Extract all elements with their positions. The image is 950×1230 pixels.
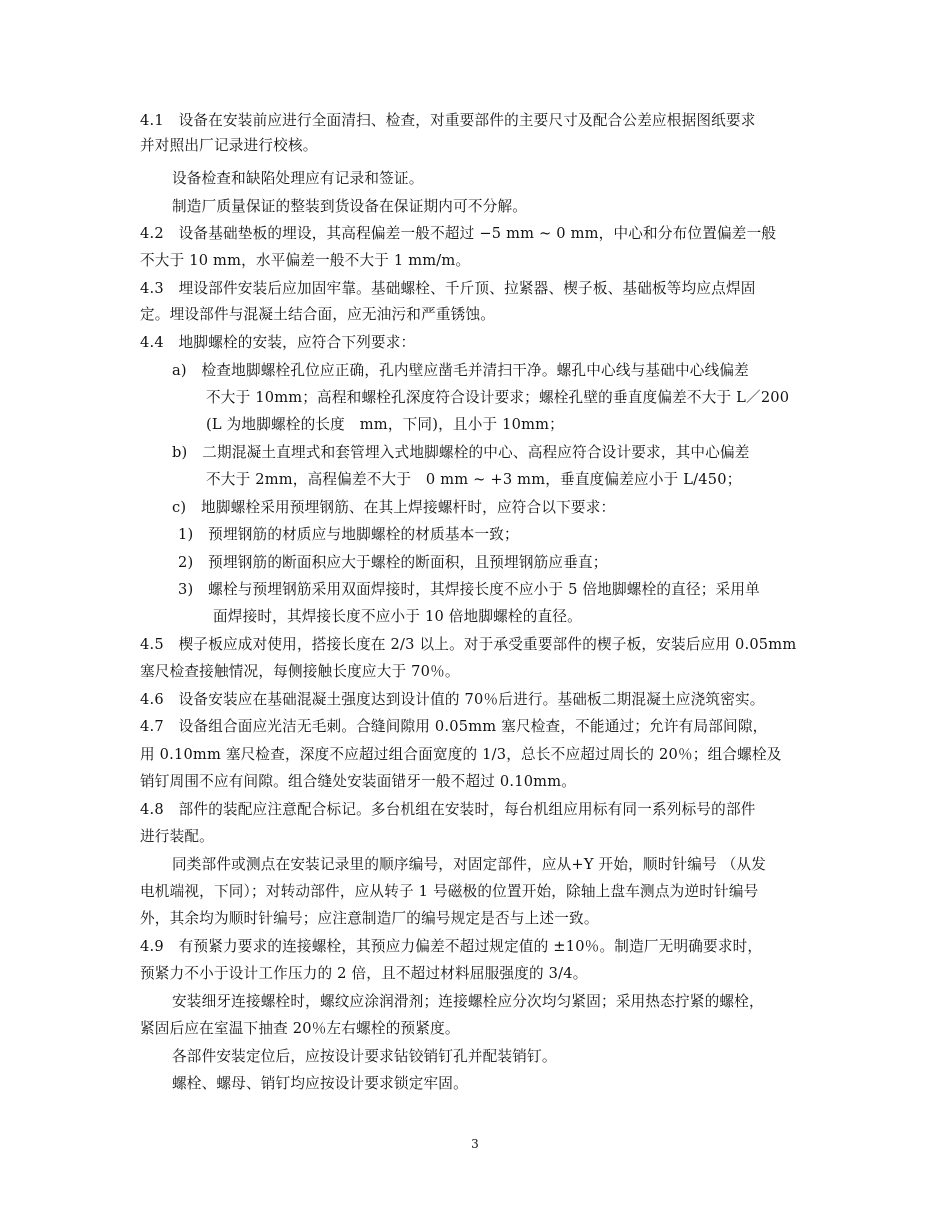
text-line: 不大于 10mm；高程和螺栓孔深度符合设计要求；螺栓孔壁的垂直度偏差不大于 L／200	[206, 389, 790, 406]
text-line: 安装细牙连接螺栓时，螺纹应涂润滑剂；连接螺栓应分次均匀紧固；采用热态拧紧的螺栓，	[172, 993, 764, 1010]
text-line: 4.7 设备组合面应光洁无毛刺。合缝间隙用 0.05mm 塞尺检查，不能通过；允许有局部间隙，	[140, 718, 768, 735]
text-line: 制造厂质量保证的整装到货设备在保证期内可不分解。	[172, 198, 528, 215]
text-line: 3) 螺栓与预埋钢筋采用双面焊接时，其焊接长度不应小于 5 倍地脚螺栓的直径；采用单	[178, 581, 760, 598]
text-line: a) 检查地脚螺栓孔位应正确，孔内壁应凿毛并清扫干净。螺孔中心线与基础中心线偏差	[172, 362, 749, 379]
text-line: 电机端视，下同）；对转动部件，应从转子 1 号磁极的位置开始，除轴上盘车测点为逆时针编号	[140, 883, 759, 900]
text-line: 不大于 10 mm，水平偏差一般不大于 1 mm/m。	[140, 252, 471, 269]
text-line: 4.4 地脚螺栓的安装，应符合下列要求：	[140, 334, 416, 351]
text-line: 4.1 设备在安装前应进行全面清扫、检查，对重要部件的主要尺寸及配合公差应根据图纸要求	[140, 112, 756, 129]
text-line: 预紧力不小于设计工作压力的 2 倍，且不超过材料屈服强度的 3/4。	[140, 965, 588, 982]
text-line: 不大于 2mm，高程偏差不大于 0 mm ~ +3 mm，垂直度偏差应小于 L/450；	[206, 471, 742, 488]
text-line: 2) 预埋钢筋的断面积应大于螺栓的断面积，且预埋钢筋应垂直；	[178, 554, 608, 571]
text-line: 各部件安装定位后，应按设计要求钻铰销钉孔并配装销钉。	[172, 1048, 557, 1065]
text-line: 销钉周围不应有间隙。组合缝处安装面错牙一般不超过 0.10mm。	[140, 773, 577, 790]
text-line: 4.8 部件的装配应注意配合标记。多台机组在安装时，每台机组应用标有同一系列标号的部件	[140, 801, 756, 818]
text-line: b) 二期混凝土直埋式和套管埋入式地脚螺栓的中心、高程应符合设计要求，其中心偏差	[172, 444, 750, 461]
text-line: 4.9 有预紧力要求的连接螺栓，其预应力偏差不超过规定值的 ±10％。制造厂无明确要求时，	[140, 938, 763, 955]
text-line: 面焊接时，其焊接长度不应小于 10 倍地脚螺栓的直径。	[213, 608, 582, 625]
text-line: 4.5 楔子板应成对使用，搭接长度在 2/3 以上。对于承受重要部件的楔子板，安装后应用 0.05mm	[140, 636, 797, 653]
text-line: 定。埋设部件与混凝土结合面，应无油污和严重锈蚀。	[140, 306, 496, 323]
text-line: 外，其余均为顺时针编号；应注意制造厂的编号规定是否与上述一致。	[140, 910, 599, 927]
text-line: 4.3 埋设部件安装后应加固牢靠。基础螺栓、千斤顶、拉紧器、楔子板、基础板等均应点焊固	[140, 280, 756, 297]
text-line: 用 0.10mm 塞尺检查，深度不应超过组合面宽度的 1/3，总长不应超过周长的 20％；组合螺栓及	[140, 746, 782, 763]
text-line: 紧固后应在室温下抽查 20％左右螺栓的预紧度。	[140, 1020, 460, 1037]
text-line: 4.2 设备基础垫板的埋设，其高程偏差一般不超过 −5 mm ~ 0 mm，中心和分布位置偏差一般	[140, 225, 777, 242]
text-line: 同类部件或测点在安装记录里的顺序编号，对固定部件，应从+Y 开始，顺时针编号 （从发	[172, 856, 767, 873]
text-line: 塞尺检查接触情况，每侧接触长度应大于 70％。	[140, 663, 460, 680]
text-line: 设备检查和缺陷处理应有记录和签证。	[172, 170, 424, 187]
text-line: 并对照出厂记录进行校核。	[140, 137, 318, 154]
page-number: 3	[471, 1137, 479, 1151]
text-line: 4.6 设备安装应在基础混凝土强度达到设计值的 70％后进行。基础板二期混凝土应浇筑密实。	[140, 691, 765, 708]
text-line: 1) 预埋钢筋的材质应与地脚螺栓的材质基本一致；	[178, 526, 519, 543]
text-line: (L 为地脚螺栓的长度 mm，下同)，且小于 10mm；	[206, 416, 564, 433]
text-line: c) 地脚螺栓采用预埋钢筋、在其上焊接螺杆时，应符合以下要求：	[172, 499, 616, 516]
text-line: 进行装配。	[140, 828, 214, 845]
text-line: 螺栓、螺母、销钉均应按设计要求锁定牢固。	[172, 1075, 468, 1092]
